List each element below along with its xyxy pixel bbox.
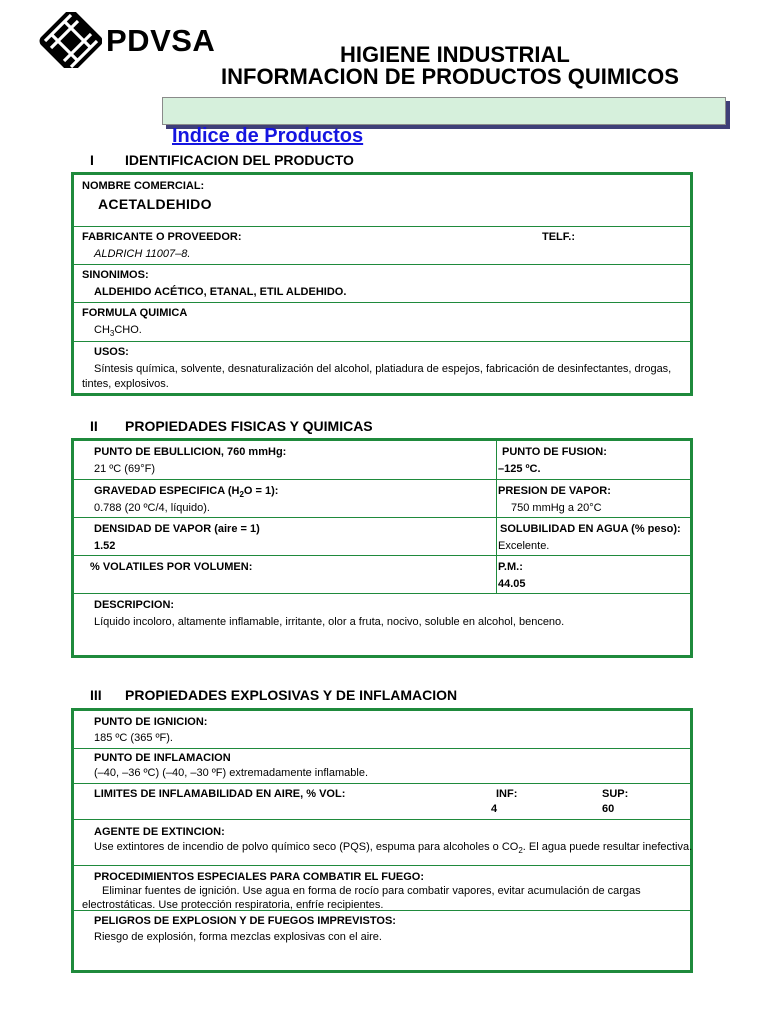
field-label: PELIGROS DE EXPLOSION Y DE FUEGOS IMPREVISTOS: — [94, 915, 396, 927]
product-name: ACETALDEHIDO — [98, 196, 212, 212]
header-bar — [162, 97, 726, 125]
nombre-row — [74, 175, 690, 226]
field-value: 60 — [602, 803, 615, 815]
field-label: INF: — [496, 788, 518, 800]
field-label: SUP: — [602, 788, 629, 800]
section-number: I — [90, 152, 94, 168]
section-3-box — [71, 708, 693, 973]
field-label: PUNTO DE FUSION: — [502, 446, 607, 458]
section-1-heading — [90, 151, 490, 169]
index-link[interactable]: Indice de Productos — [172, 125, 364, 147]
page-subtitle: INFORMACION DE PRODUCTOS QUIMICOS — [221, 64, 679, 89]
section-number: II — [90, 418, 98, 434]
field-value: ALDEHIDO ACÉTICO, ETANAL, ETIL ALDEHIDO. — [94, 286, 347, 298]
field-value: ALDRICH 11007–8. — [94, 248, 191, 260]
field-label: DENSIDAD DE VAPOR (aire = 1) — [94, 523, 260, 535]
page-title: HIGIENE INDUSTRIAL — [340, 42, 570, 67]
field-value: Síntesis química, solvente, desnaturalización del alcohol, platiadura de espejos, fabricación de desinfectantes, drogas, — [94, 363, 672, 375]
section-number: III — [90, 687, 102, 703]
inflamacion-row — [74, 748, 690, 784]
field-label: PUNTO DE EBULLICION, 760 mmHg: — [94, 446, 287, 458]
section-3-heading — [90, 686, 550, 704]
field-value: 1.52 — [94, 540, 116, 552]
field-label: USOS: — [94, 346, 129, 358]
field-value: Líquido incoloro, altamente inflamable, irritante, olor a fruta, nocivo, soluble en alcohol, benceno. — [94, 616, 565, 628]
field-value: 44.05 — [498, 578, 526, 590]
section-1-box — [71, 172, 693, 396]
peligros-row — [74, 910, 690, 971]
ignicion-row — [74, 711, 690, 748]
field-label: PUNTO DE INFLAMACION — [94, 752, 231, 764]
field-value: electrostáticas. Use protección respiratoria, enfríe recipientes. — [82, 899, 384, 911]
field-label: PROCEDIMIENTOS ESPECIALES PARA COMBATIR EL FUEGO: — [94, 871, 425, 883]
formula-value: $CH_3CHO$. — [94, 324, 142, 339]
sinonimos-row — [74, 264, 690, 303]
section-2-heading — [90, 417, 490, 435]
usos-row — [74, 341, 690, 397]
agente-row — [74, 819, 693, 866]
field-value: tintes, explosivos. — [82, 378, 169, 390]
densidad-row — [74, 517, 690, 556]
section-2-box — [71, 438, 693, 658]
field-label: PRESION DE VAPOR: — [498, 485, 611, 497]
field-label: GRAVEDAD ESPECIFICA $(H_2O = 1)$: — [94, 485, 279, 500]
volatiles-row — [74, 555, 690, 594]
field-label: DESCRIPCION: — [94, 599, 175, 611]
field-label: FABRICANTE O PROVEEDOR: — [82, 231, 242, 243]
limites-row — [74, 783, 690, 820]
field-label: FORMULA QUIMICA — [82, 307, 188, 319]
gravedad-row — [74, 479, 690, 518]
procedimientos-row — [74, 865, 690, 911]
formula-row — [74, 302, 690, 342]
field-value: Riesgo de explosión, forma mezclas explosivas con el aire. — [94, 931, 382, 943]
field-label: P.M.: — [498, 561, 523, 573]
field-value: 4 — [491, 803, 498, 815]
field-value: 185 ºC (365 ºF). — [94, 732, 173, 744]
pdvsa-logo-icon — [38, 12, 102, 68]
section-title: IDENTIFICACION DEL PRODUCTO — [125, 152, 354, 168]
section-title: PROPIEDADES EXPLOSIVAS Y DE INFLAMACION — [125, 687, 458, 703]
field-label: SINONIMOS: — [82, 269, 149, 281]
field-label: % VOLATILES POR VOLUMEN: — [90, 561, 253, 573]
descripcion-row — [74, 593, 690, 656]
field-value: Use extintores de incendio de polvo químico seco (PQS), espuma para alcoholes o $CO_2$. El agua puede resultar inefectiva. — [94, 841, 693, 856]
field-label: TELF.: — [542, 231, 575, 243]
brand-name: PDVSA — [106, 23, 216, 58]
fabricante-row — [74, 226, 690, 265]
field-label: LIMITES DE INFLAMABILIDAD EN AIRE, % VOL: — [94, 788, 346, 800]
field-label: PUNTO DE IGNICION: — [94, 716, 208, 728]
section-title: PROPIEDADES FISICAS Y QUIMICAS — [125, 418, 373, 434]
field-value: (–40, –36 ºC) (–40, –30 ºF) extremadamente inflamable. — [94, 767, 369, 779]
field-value: Eliminar fuentes de ignición. Use agua en forma de rocío para combatir vapores, evitar acumulación de cargas — [102, 885, 641, 897]
field-value: 0.788 (20 ºC/4, líquido). — [94, 502, 210, 514]
field-value: –125 ºC. — [498, 463, 541, 475]
field-label: NOMBRE COMERCIAL: — [82, 180, 205, 192]
field-value: 21 ºC (69°F) — [94, 463, 155, 475]
field-label: SOLUBILIDAD EN AGUA (% peso): — [500, 523, 681, 535]
ebullicion-row — [74, 441, 690, 479]
field-label: AGENTE DE EXTINCION: — [94, 826, 225, 838]
field-value: Excelente. — [498, 540, 550, 552]
field-value: 750 mmHg a 20°C — [511, 502, 602, 514]
